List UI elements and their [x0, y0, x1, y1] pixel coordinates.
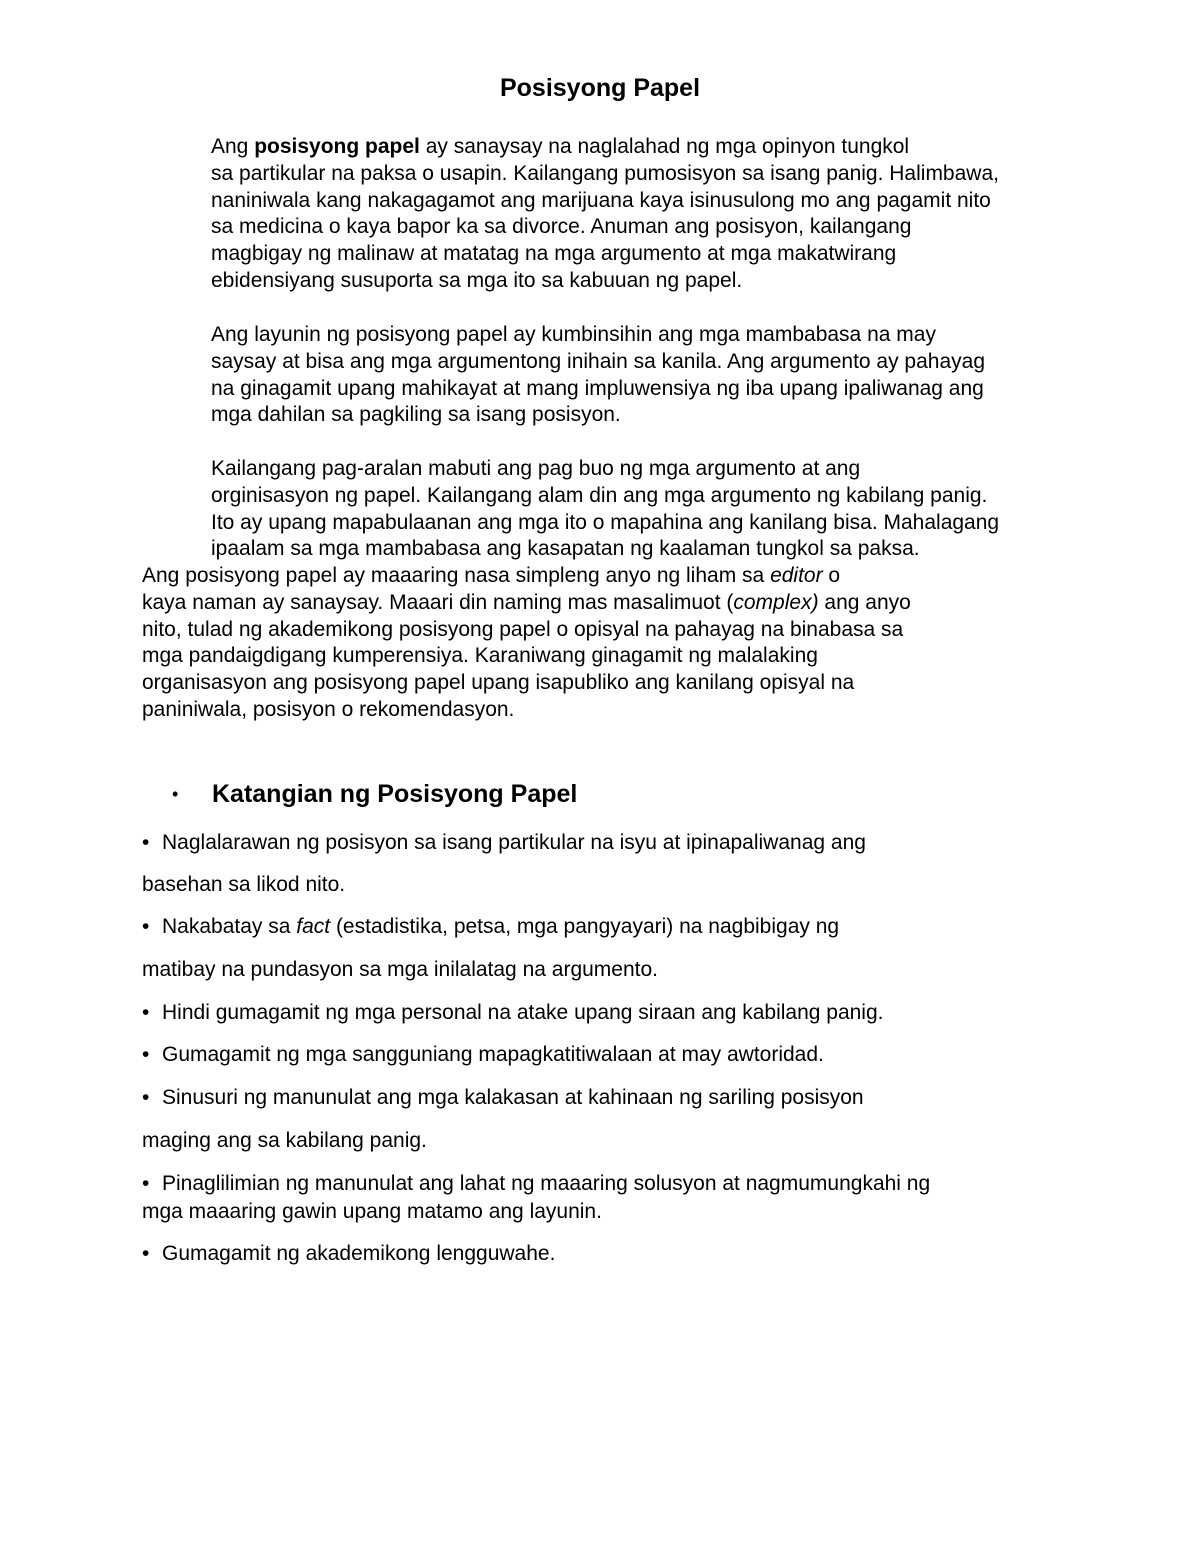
italic-term: fact — [296, 915, 331, 938]
bullet-icon: • — [142, 1172, 150, 1195]
bullet-icon: • — [142, 1043, 150, 1066]
italic-term: complex) — [733, 590, 819, 614]
paragraph-line: sa medicina o kaya bapor ka sa divorce. Anuman ang posisyon, kailangang — [211, 215, 912, 239]
list-item: • Gumagamit ng akademikong lengguwahe. — [142, 1242, 556, 1265]
paragraph-line: Ang posisyong papel ay maaaring nasa simpleng anyo ng liham sa editor o — [142, 564, 841, 587]
paragraph-line: na ginagamit upang mahikayat at mang impluwensiya ng iba upang ipaliwanag ang — [211, 376, 984, 400]
section-heading-text: Katangian ng Posisyong Papel — [212, 779, 578, 808]
paragraph-line: Kailangang pag-aralan mabuti ang pag buo ng mga argumento at ang — [211, 457, 861, 480]
paragraph-line: ipaalam sa mga mambabasa ang kasapatan ng kaalaman tungkol sa paksa. — [211, 537, 920, 561]
paragraph-line: paniniwala, posisyon o rekomendasyon. — [142, 697, 515, 721]
paragraph-line: Ang layunin ng posisyong papel ay kumbinsihin ang mga mambabasa na may — [211, 323, 936, 346]
paragraph-line: organisasyon ang posisyong papel upang isapubliko ang kanilang opisyal na — [142, 671, 855, 695]
paragraph-line: mga pandaigdigang kumperensiya. Karaniwang ginagamit ng malalaking — [142, 644, 818, 668]
paragraph-line: Ang posisyong papel ay sanaysay na naglalahad ng mga opinyon tungkol — [211, 135, 910, 158]
paragraph-purpose — [142, 322, 1042, 429]
bullet-icon: • — [142, 1242, 150, 1265]
paragraph-line: Ito ay upang mapabulaanan ang mga ito o mapahina ang kanilang bisa. Mahalagang — [211, 510, 1000, 534]
list-item: • Gumagamit ng mga sangguniang mapagkatitiwalaan at may awtoridad. — [142, 1043, 824, 1066]
section-heading — [172, 777, 577, 811]
list-item: • Naglalarawan ng posisyon sa isang partikular na isyu at ipinapaliwanag ang — [142, 831, 866, 854]
bold-term: posisyong papel — [254, 135, 420, 158]
paragraph-organization — [142, 456, 1042, 563]
list-item: • Pinaglilimian ng manunulat ang lahat ng maaaring solusyon at nagmumungkahi ng — [142, 1172, 931, 1195]
paragraph-definition — [142, 134, 1042, 295]
list-item: • Nakabatay sa fact (estadistika, petsa, mga pangyayari) na nagbibigay ng — [142, 915, 840, 938]
list-item-continuation: matibay na pundasyon sa mga inilalatag na argumento. — [142, 958, 658, 981]
paragraph-forms — [142, 563, 1042, 724]
list-item-continuation: basehan sa likod nito. — [142, 873, 346, 896]
bullet-icon: • — [142, 1086, 150, 1109]
paragraph-line: saysay at bisa ang mga argumentong inihain sa kanila. Ang argumento ay pahayag — [211, 349, 986, 373]
paragraph-line: sa partikular na paksa o usapin. Kailangang pumosisyon sa isang panig. Halimbawa, — [211, 161, 999, 185]
list-item: • Sinusuri ng manunulat ang mga kalakasan at kahinaan ng sariling posisyon — [142, 1086, 864, 1109]
list-item: • Hindi gumagamit ng mga personal na atake upang siraan ang kabilang panig. — [142, 1001, 884, 1024]
bullet-icon: • — [142, 915, 150, 938]
paragraph-line: nito, tulad ng akademikong posisyong papel o opisyal na pahayag na binabasa sa — [142, 617, 904, 641]
paragraph-line: kaya naman ay sanaysay. Maaari din naming mas masalimuot (complex) ang anyo — [142, 590, 911, 614]
list-item-continuation: mga maaaring gawin upang matamo ang layunin. — [142, 1200, 602, 1223]
italic-term: editor — [770, 564, 823, 587]
paragraph-line: naniniwala kang nakagagamot ang marijuana kaya isinusulong mo ang pagamit nito — [211, 188, 991, 212]
bullet-icon: • — [142, 1001, 150, 1024]
bullet-icon: • — [172, 783, 179, 804]
page-title: Posisyong Papel — [499, 74, 701, 102]
paragraph-line: orginisasyon ng papel. Kailangang alam din ang mga argumento ng kabilang panig. — [211, 483, 988, 507]
paragraph-line: magbigay ng malinaw at matatag na mga argumento at mga makatwirang — [211, 242, 897, 266]
paragraph-line: ebidensiyang susuporta sa mga ito sa kabuuan ng papel. — [211, 268, 743, 292]
paragraph-line: mga dahilan sa pagkiling sa isang posisyon. — [211, 403, 621, 427]
list-item-continuation: maging ang sa kabilang panig. — [142, 1129, 427, 1152]
bullet-icon: • — [142, 831, 150, 854]
